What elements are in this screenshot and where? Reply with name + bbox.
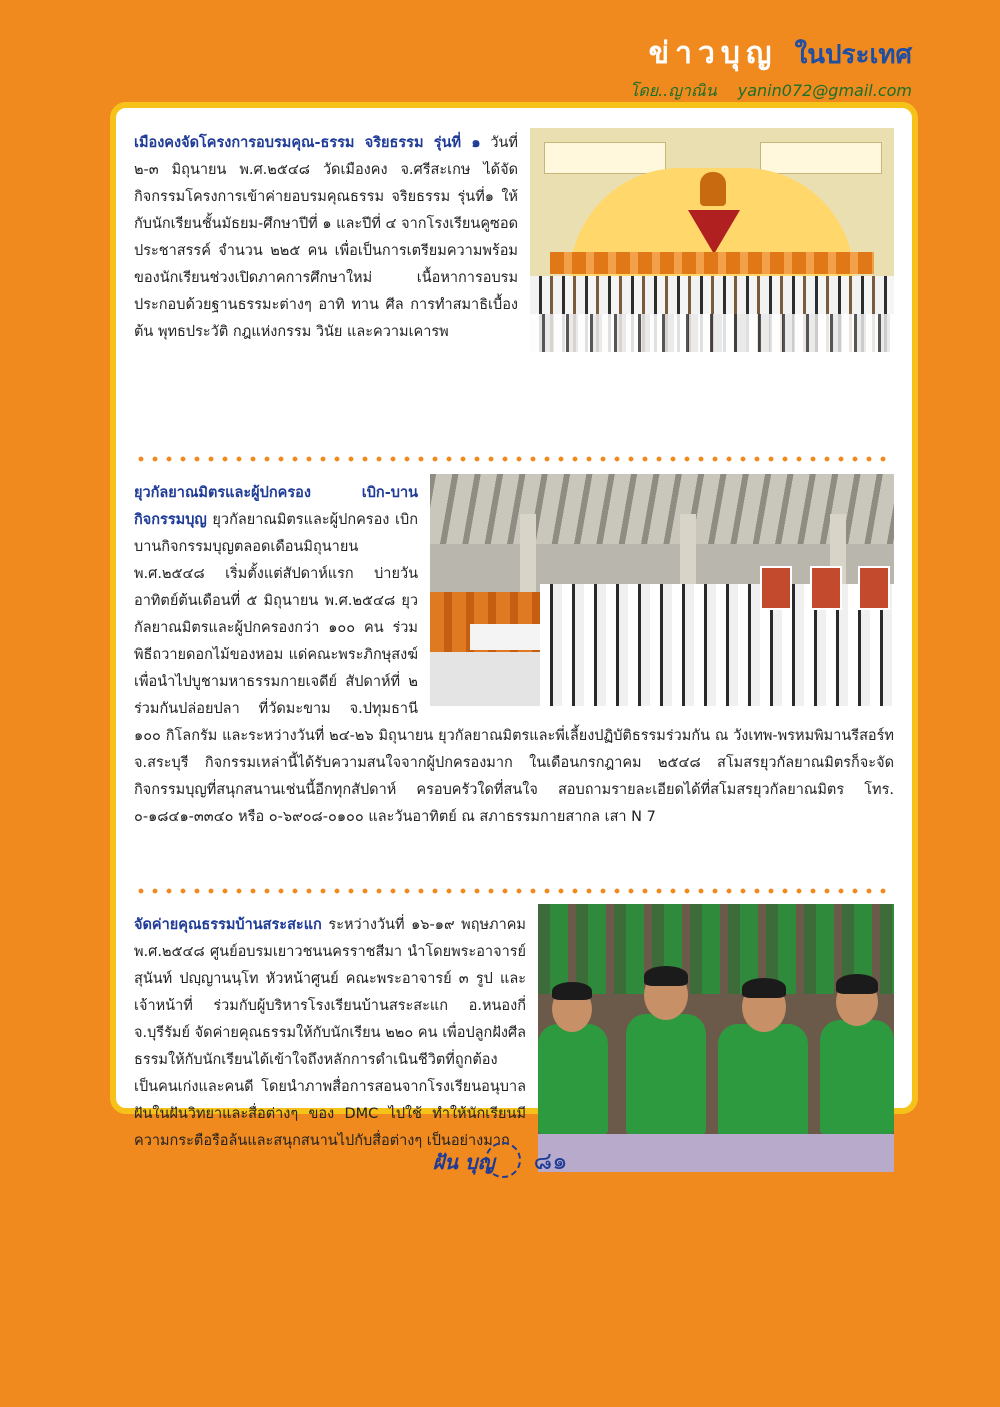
dotted-divider <box>134 456 894 462</box>
dotted-divider <box>134 888 894 894</box>
author-byline <box>630 79 912 104</box>
assembly-hall-photo <box>430 474 894 706</box>
header-title-main: ข่าวบุญ <box>648 36 778 71</box>
page-number: ๘๑ <box>533 1146 568 1175</box>
header-title <box>630 30 912 77</box>
content-panel <box>110 102 918 1149</box>
page-footer <box>0 1138 1000 1182</box>
article-yuwa-kalyanamitra <box>134 480 894 831</box>
meditating-students-photo <box>538 904 894 1172</box>
article-headline: เมืองคงจัดโครงการอบรมคุณ-ธรรม จริยธรรม รุ่นที่ ๑ <box>134 135 481 151</box>
article-body: ยุวกัลยาณมิตรและผู้ปกครอง เบิกบานกิจกรรมบุญตลอดเดือนมิถุนายน พ.ศ.๒๕๔๘ เริ่มตั้งแต่สัปดาห์แรก บ่ายวันอาทิตย์ต้นเดือนที่ ๕ มิถุนายน พ.ศ.๒๕๔๘ ยุวกัลยาณมิตรและผู้ปกครองกว่า ๑๐๐ คน ร่วมพิธีถวายดอกไม้ของหอม แด่คณะพระภิกษุสงฆ์เพื่อนำไปบูชามหาธรรมกายเจดีย์ สัปดาห์ที่ ๒ ร่วมกันปล่อยปลา ที่วัดมะขาม จ.ปทุมธานี ๑๐๐ กิโลกรัม และระหว่างวันที่ ๒๔-๒๖ มิถุนายน ยุวกัลยาณมิตรและพี่เลี้ยงปฏิบัติธรรมร่วมกัน ณ วังเทพ-พรหมพิมานรีสอร์ท จ.สระบุรี กิจกรรมเหล่านี้ได้รับความสนใจจากผู้ปกครองมาก ในเดือนกรกฎาคม ๒๕๔๘ สโมสรยุวกัลยาณมิตรก็จะจัดกิจกรรมบุญที่สนุกสนานเช่นนี้อีกทุกสัปดาห์ ครอบครัวใดที่สนใจ สอบถามรายละเอียดได้ที่สโมสรยุวกัลยาณมิตร โทร. ๐-๑๘๔๑-๓๓๔๐ หรือ ๐-๖๙๐๘-๐๑๐๐ และวันอาทิตย์ ณ สภาธรรมกายสากล เสา N 7 <box>134 512 894 825</box>
monks-and-students-photo <box>530 128 894 352</box>
magazine-logo <box>433 1138 525 1182</box>
logo-text: ฝัน บุญ <box>432 1150 495 1174</box>
author-name: โดย..ญาณิน <box>629 81 717 100</box>
article-headline: ยุวกัลยาณมิตรและผู้ปกครอง เบิก-บานกิจกรรมบุญ <box>134 485 418 528</box>
article-body: ระหว่างวันที่ ๑๖-๑๙ พฤษภาคม พ.ศ.๒๕๔๘ ศูนย์อบรมเยาวชนนครราชสีมา นำโดยพระอาจารย์สุนันท์ ปญฺญานนฺโท หัวหน้าศูนย์ คณะพระอาจารย์ ๓ รูป และเจ้าหน้าที่ ร่วมกับผู้บริหารโรงเรียนบ้านสระสะแก อ.หนองกี่ จ.บุรีรัมย์ จัดค่ายคุณธรรมให้กับนักเรียน ๒๒๐ คน เพื่อปลูกฝังศีลธรรมให้กับนักเรียนได้เข้าใจถึงหลักการดำเนินชีวิตที่ถูกต้อง เป็นคนเก่งและคนดี โดยนำภาพสื่อการสอนจากโรงเรียนอนุบาลฝันในฝันวิทยาและสื่อต่างๆ ของ DMC ไปใช้ ทำให้นักเรียนมีความกระตือรือล้นและสนุกสนานไปกับสื่อต่างๆ เป็นอย่างมาก <box>134 917 526 1149</box>
header-title-sub: ในประเทศ <box>794 40 912 70</box>
page-header <box>630 30 912 104</box>
author-email: yanin072@gmail.com <box>737 81 912 100</box>
logo-ring-icon <box>485 1142 521 1178</box>
article-body: วันที่ ๒-๓ มิถุนายน พ.ศ.๒๕๔๘ วัดเมืองคง จ.ศรีสะเกษ ได้จัดกิจกรรมโครงการเข้าค่ายอบรมคุณธรรม จริยธรรม รุ่นที่๑ ให้กับนักเรียนชั้นมัธยม-ศึกษาปีที่ ๑ และปีที่ ๔ จากโรงเรียนคูซอดประชาสรรค์ จำนวน ๒๒๕ คน เพื่อเป็นการเตรียมความพร้อมของนักเรียนช่วงเปิดภาคการศึกษาใหม่ เนื้อหาการอบรมประกอบด้วยฐานธรรมะต่างๆ อาทิ ทาน ศีล การทำสมาธิเบื้องต้น พุทธประวัติ กฎแห่งกรรม วินัย และความเคารพ <box>134 135 519 340</box>
article-headline: จัดค่ายคุณธรรมบ้านสระสะแก <box>134 917 322 933</box>
article-muang-khong <box>134 130 894 360</box>
